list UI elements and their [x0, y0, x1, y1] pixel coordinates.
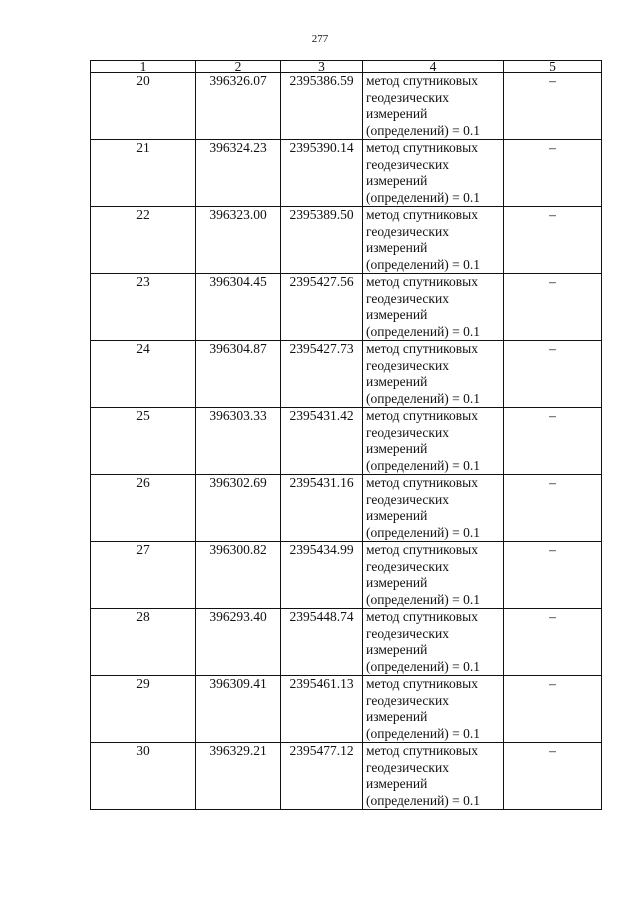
column-5-value: – [549, 475, 556, 490]
column-5-value: – [549, 341, 556, 356]
method-line: геодезических [366, 89, 449, 105]
point-number-cell: 24 [91, 341, 196, 408]
table-row [91, 542, 602, 609]
method-line: измерений [366, 709, 428, 724]
method-cell [363, 408, 504, 475]
y-coordinate-cell: 2395431.42 [281, 408, 363, 475]
method-line: (определений) = 0.1 [366, 792, 481, 808]
column-5-cell [504, 676, 602, 743]
method-line: геодезических [366, 223, 449, 239]
table-row [91, 341, 602, 408]
method-line: метод спутниковых [366, 609, 478, 624]
point-number-cell: 28 [91, 609, 196, 676]
column-5-value: – [549, 274, 556, 289]
page-number: 277 [311, 33, 329, 45]
column-5-cell [504, 542, 602, 609]
method-cell [363, 475, 504, 542]
method-line: (определений) = 0.1 [366, 189, 481, 205]
method-line: метод спутниковых [366, 743, 478, 758]
header-col-4: 4 [363, 61, 504, 73]
x-coordinate-cell: 396329.21 [196, 743, 281, 810]
method-line: метод спутниковых [366, 274, 478, 289]
y-coordinate-cell: 2395434.99 [281, 542, 363, 609]
y-coordinate-cell: 2395427.56 [281, 274, 363, 341]
method-line: геодезических [366, 424, 449, 440]
method-line: геодезических [366, 558, 449, 574]
method-line: измерений [366, 508, 428, 523]
method-cell [363, 676, 504, 743]
method-line: геодезических [366, 692, 449, 708]
table-row [91, 609, 602, 676]
column-5-cell [504, 408, 602, 475]
column-5-cell [504, 609, 602, 676]
method-line: измерений [366, 776, 428, 791]
method-line: (определений) = 0.1 [366, 122, 481, 138]
column-5-value: – [549, 73, 556, 88]
method-line: метод спутниковых [366, 73, 478, 88]
column-5-cell [504, 207, 602, 274]
method-line: метод спутниковых [366, 676, 478, 691]
method-cell [363, 542, 504, 609]
header-row [91, 61, 602, 73]
method-line: метод спутниковых [366, 140, 478, 155]
table-header [91, 61, 602, 73]
method-cell [363, 207, 504, 274]
method-line: измерений [366, 307, 428, 322]
method-line: измерений [366, 441, 428, 456]
method-line: метод спутниковых [366, 475, 478, 490]
y-coordinate-cell: 2395386.59 [281, 73, 363, 140]
method-line: измерений [366, 374, 428, 389]
x-coordinate-cell: 396324.23 [196, 140, 281, 207]
table-body [91, 73, 602, 810]
method-line: (определений) = 0.1 [366, 524, 481, 540]
table-row [91, 140, 602, 207]
y-coordinate-cell: 2395427.73 [281, 341, 363, 408]
x-coordinate-cell: 396323.00 [196, 207, 281, 274]
point-number-cell: 30 [91, 743, 196, 810]
y-coordinate-cell: 2395477.12 [281, 743, 363, 810]
header-col-3: 3 [281, 61, 363, 73]
x-coordinate-cell: 396304.45 [196, 274, 281, 341]
column-5-cell [504, 140, 602, 207]
method-cell [363, 73, 504, 140]
point-number-cell: 25 [91, 408, 196, 475]
method-line: метод спутниковых [366, 542, 478, 557]
column-5-value: – [549, 743, 556, 758]
point-number-cell: 27 [91, 542, 196, 609]
column-5-value: – [549, 609, 556, 624]
column-5-cell [504, 341, 602, 408]
method-line: (определений) = 0.1 [366, 457, 481, 473]
method-line: (определений) = 0.1 [366, 390, 481, 406]
x-coordinate-cell: 396302.69 [196, 475, 281, 542]
point-number-cell: 22 [91, 207, 196, 274]
y-coordinate-cell: 2395461.13 [281, 676, 363, 743]
x-coordinate-cell: 396293.40 [196, 609, 281, 676]
table-row [91, 676, 602, 743]
method-line: (определений) = 0.1 [366, 591, 481, 607]
method-line: (определений) = 0.1 [366, 658, 481, 674]
column-5-cell [504, 743, 602, 810]
method-line: геодезических [366, 290, 449, 306]
method-cell [363, 140, 504, 207]
point-number-cell: 21 [91, 140, 196, 207]
y-coordinate-cell: 2395390.14 [281, 140, 363, 207]
method-line: измерений [366, 106, 428, 121]
method-line: измерений [366, 642, 428, 657]
method-line: геодезических [366, 625, 449, 641]
x-coordinate-cell: 396300.82 [196, 542, 281, 609]
point-number-cell: 29 [91, 676, 196, 743]
column-5-cell [504, 73, 602, 140]
table-row [91, 743, 602, 810]
point-number-cell: 26 [91, 475, 196, 542]
table-row [91, 408, 602, 475]
column-5-cell [504, 274, 602, 341]
method-line: метод спутниковых [366, 408, 478, 423]
table-row [91, 207, 602, 274]
column-5-value: – [549, 676, 556, 691]
method-line: (определений) = 0.1 [366, 725, 481, 741]
column-5-value: – [549, 207, 556, 222]
method-cell [363, 609, 504, 676]
point-number-cell: 23 [91, 274, 196, 341]
x-coordinate-cell: 396304.87 [196, 341, 281, 408]
point-number-cell: 20 [91, 73, 196, 140]
method-cell [363, 743, 504, 810]
table-row [91, 475, 602, 542]
header-col-5: 5 [504, 61, 602, 73]
method-line: геодезических [366, 156, 449, 172]
x-coordinate-cell: 396309.41 [196, 676, 281, 743]
y-coordinate-cell: 2395448.74 [281, 609, 363, 676]
method-line: измерений [366, 173, 428, 188]
method-line: метод спутниковых [366, 341, 478, 356]
method-line: геодезических [366, 491, 449, 507]
column-5-value: – [549, 542, 556, 557]
y-coordinate-cell: 2395431.16 [281, 475, 363, 542]
method-cell [363, 274, 504, 341]
table-row [91, 274, 602, 341]
coordinates-table [90, 60, 602, 810]
y-coordinate-cell: 2395389.50 [281, 207, 363, 274]
x-coordinate-cell: 396326.07 [196, 73, 281, 140]
method-line: (определений) = 0.1 [366, 323, 481, 339]
method-cell [363, 341, 504, 408]
method-line: измерений [366, 575, 428, 590]
column-5-value: – [549, 408, 556, 423]
column-5-cell [504, 475, 602, 542]
method-line: геодезических [366, 357, 449, 373]
table-row [91, 73, 602, 140]
x-coordinate-cell: 396303.33 [196, 408, 281, 475]
method-line: (определений) = 0.1 [366, 256, 481, 272]
header-col-1: 1 [91, 61, 196, 73]
method-line: измерений [366, 240, 428, 255]
column-5-value: – [549, 140, 556, 155]
method-line: геодезических [366, 759, 449, 775]
method-line: метод спутниковых [366, 207, 478, 222]
header-col-2: 2 [196, 61, 281, 73]
